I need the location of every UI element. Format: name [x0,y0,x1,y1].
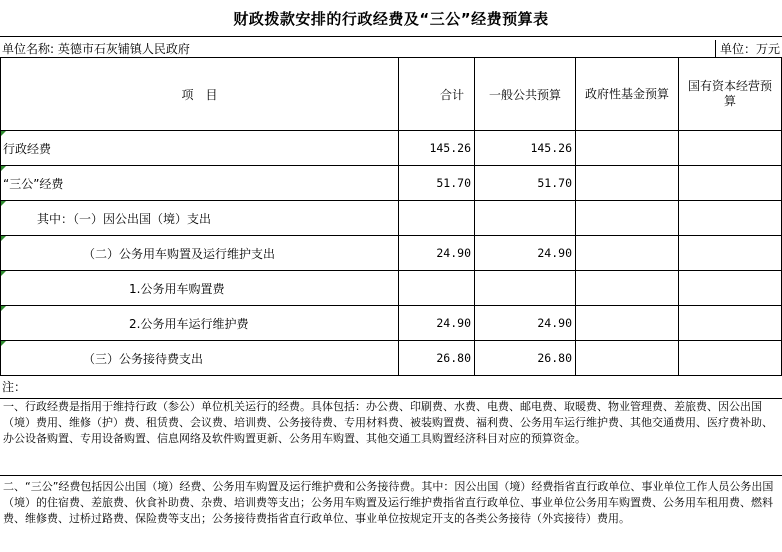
cell-total: 24.90 [399,236,475,271]
cell-fund [576,131,679,166]
cell-fund [576,306,679,341]
cell-fund [576,341,679,376]
unit-measure: 单位：万元 [715,40,780,57]
cell-marker [1,271,6,276]
cell-total: 145.26 [399,131,475,166]
row-label: “三公”经费 [3,176,64,191]
cell-general: 145.26 [475,131,576,166]
cell-capital [679,131,782,166]
cell-marker [1,131,6,136]
cell-capital [679,306,782,341]
table-row [1,131,782,166]
cell-marker [1,306,6,311]
cell-capital [679,166,782,201]
cell-general [475,271,576,306]
cell-total [399,201,475,236]
table-row [1,236,782,271]
cell-total [399,271,475,306]
row-label: 1.公务用车购置费 [129,281,225,296]
cell-capital [679,201,782,236]
cell-general: 24.90 [475,236,576,271]
cell-total: 24.90 [399,306,475,341]
cell-general: 51.70 [475,166,576,201]
table-row [1,271,782,306]
header-state-capital: 国有资本经营预算 [679,58,782,131]
header-item: 项 目 [1,58,399,131]
header-gov-fund: 政府性基金预算 [576,58,679,131]
row-label: 其中：（一）因公出国（境）支出 [37,211,212,226]
cell-general [475,201,576,236]
budget-table [0,57,782,376]
cell-marker [1,341,6,346]
note-three-public-expenses: 二、“三公”经费包括因公出国（境）经费、公务用车购置及运行维护费和公务接待费。其中：因公出国（境）经费指省直行政单位、事业单位工作人员公务出国（境）的住宿费、差旅费、伙食补助费、杂费、培训费等支出；公务用车购置及运行维护费指省直行政单位、事业单位公务用车购置费、公务用车租用费、燃料费、维修费、过桥过路费、保险费等支出；公务接待费指省直行政单位、事业单位按规定开支的各类公务接待（外宾接待）费用。 [3,480,774,525]
cell-total: 51.70 [399,166,475,201]
row-label: （三）公务接待费支出 [83,351,204,366]
row-label: （二）公务用车购置及运行维护支出 [83,246,276,261]
cell-marker [1,166,6,171]
cell-fund [576,166,679,201]
cell-general: 26.80 [475,341,576,376]
cell-general: 24.90 [475,306,576,341]
cell-fund [576,271,679,306]
cell-fund [576,201,679,236]
cell-capital [679,236,782,271]
cell-fund [576,236,679,271]
cell-total: 26.80 [399,341,475,376]
row-label: 2.公务用车运行维护费 [129,316,249,331]
unit-info-row [0,36,782,58]
page-title: 财政拨款安排的行政经费及“三公”经费预算表 [233,10,549,28]
cell-marker [1,201,6,206]
unit-name: 单位名称: 英德市石灰铺镇人民政府 [2,42,190,56]
header-general-budget: 一般公共预算 [475,58,576,131]
header-total: 合计 [399,58,475,131]
table-row [1,306,782,341]
cell-capital [679,341,782,376]
table-row [1,201,782,236]
notes-label: 注： [2,380,27,394]
table-row [1,341,782,376]
cell-marker [1,236,6,241]
note-administrative-expenses: 一、行政经费是指用于维持行政（参公）单位机关运行的经费。具体包括：办公费、印刷费、水费、电费、邮电费、取暖费、物业管理费、差旅费、因公出国（境）费用、维修（护）费、租赁费、会议费、培训费、公务接待费、专用材料费、被装购置费、福利费、公务用车运行维护费、其他交通费用、医疗费补助、办公设备购置、专用设备购置、信息网络及软件购置更新、公务用车购置、其他交通工具购置经济科目对应的预算资金。 [0,398,782,476]
header-row [1,58,782,131]
cell-capital [679,271,782,306]
table-row [1,166,782,201]
row-label: 行政经费 [3,141,52,156]
